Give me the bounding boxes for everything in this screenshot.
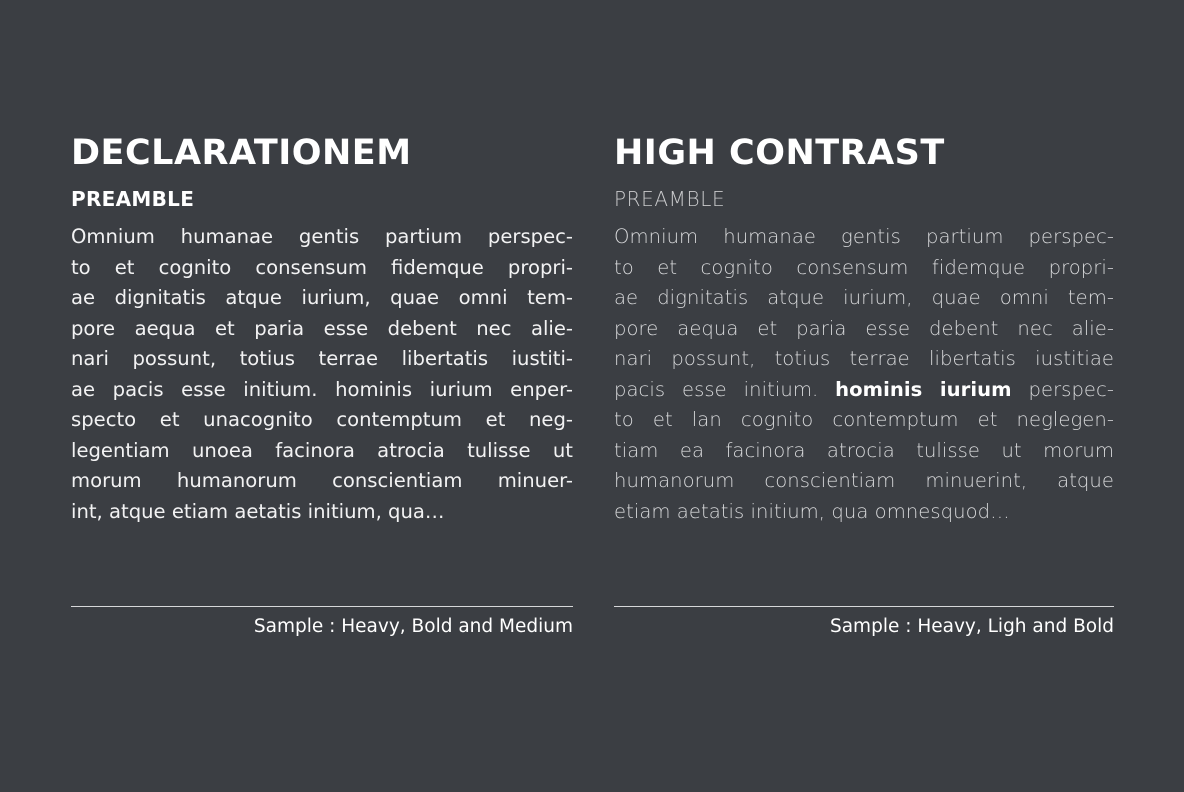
right-body-text — [614, 222, 1114, 527]
right-title: HIGH CONTRAST — [614, 133, 945, 173]
left-body-line: Omnium humanae gentis partium perspec- — [71, 225, 573, 248]
right-body-line: to et cognito consensum fidemque propri- — [614, 255, 1114, 279]
left-body-line: ae dignitatis atque iurium, quae omni tem- — [71, 286, 573, 309]
left-body-line: to et cognito consensum fidemque propri- — [71, 255, 573, 279]
right-body-line: etiam aetatis initium, qua omnesquod… — [614, 499, 1010, 523]
right-body-line: to et lan cognito contemptum et neglegen- — [614, 408, 1114, 431]
left-subtitle: PREAMBLE — [71, 187, 195, 211]
left-body-line: legentiam unoea facinora atrocia tulisse ut — [71, 438, 573, 462]
right-body-line: nari possunt, totius terrae libertatis iustitiae — [614, 347, 1114, 370]
right-caption: Sample : Heavy, Ligh and Bold — [829, 616, 1114, 637]
left-body-line: morum humanorum conscientiam minuer- — [71, 469, 573, 492]
right-body-line: pore aequa et paria esse debent nec alie- — [614, 316, 1114, 340]
right-subtitle: PREAMBLE — [614, 187, 726, 211]
left-body-line: nari possunt, totius terrae libertatis iustiti- — [71, 347, 573, 370]
left-title: DECLARATIONEM — [71, 133, 412, 173]
left-sample-column — [71, 132, 573, 527]
left-body-line: int, atque etiam aetatis initium, qua… — [71, 499, 445, 523]
right-divider — [614, 606, 1114, 607]
right-footer — [614, 606, 1114, 639]
left-caption: Sample : Heavy, Bold and Medium — [253, 616, 573, 637]
right-body-line: humanorum conscientiam minuerint, atque — [614, 469, 1114, 492]
left-body-line: pore aequa et paria esse debent nec alie- — [71, 316, 573, 340]
left-body-text — [71, 222, 573, 527]
right-body-line-emphasis — [614, 375, 1114, 406]
left-body-line: ae pacis esse initium. hominis iurium enper- — [71, 377, 573, 401]
left-footer — [71, 606, 573, 639]
right-body-segment: perspec- — [1011, 377, 1114, 401]
right-body-line: Omnium humanae gentis partium perspec- — [614, 225, 1114, 248]
left-divider — [71, 606, 573, 607]
left-body-line: specto et unacognito contemptum et neg- — [71, 408, 573, 431]
right-sample-column — [614, 132, 1114, 527]
right-body-line: ae dignitatis atque iurium, quae omni tem- — [614, 286, 1114, 309]
bold-emphasis: hominis iurium — [835, 377, 1012, 401]
right-body-segment: pacis esse initium. — [614, 377, 836, 401]
right-body-line: tiam ea facinora atrocia tulisse ut morum — [614, 438, 1114, 462]
